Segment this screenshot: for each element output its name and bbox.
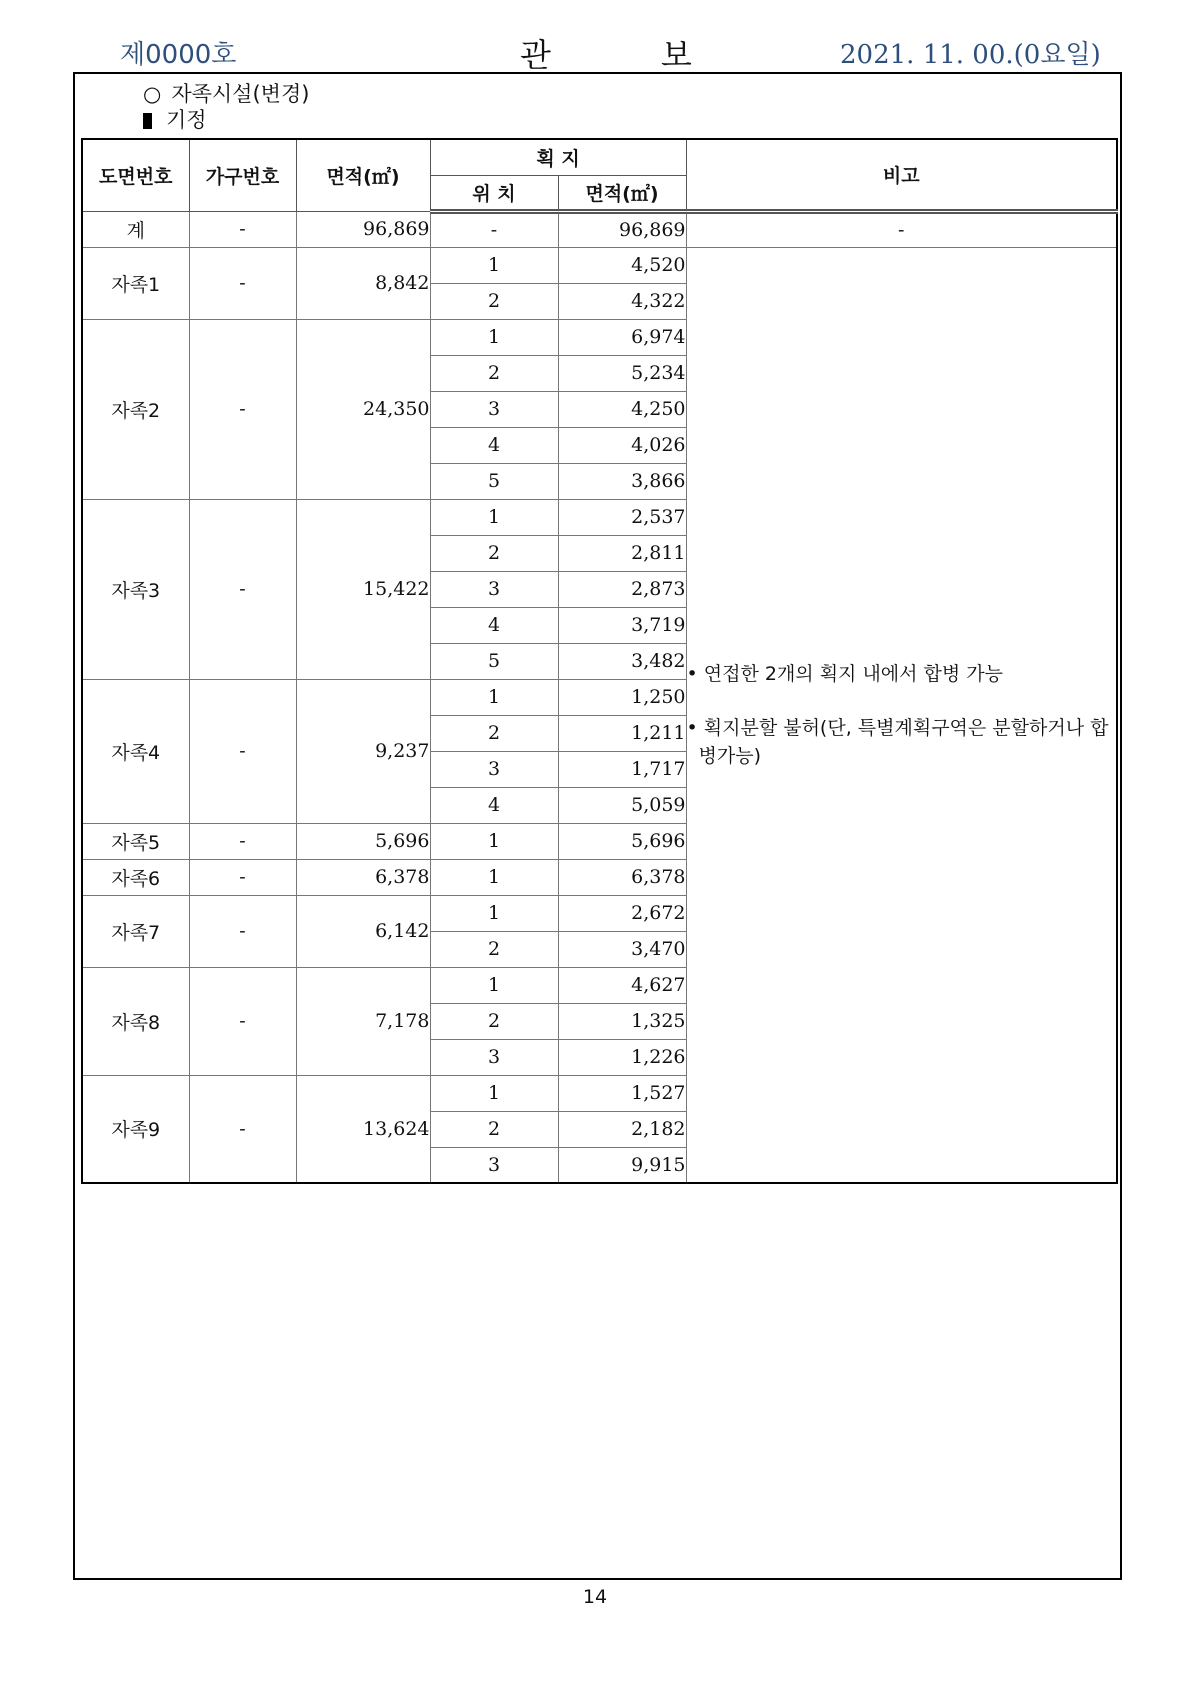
parcel-position-cell: 1 [430, 499, 558, 535]
parcel-area-cell: 2,537 [558, 499, 686, 535]
parcel-area-cell: 6,974 [558, 319, 686, 355]
drawing-no-cell: 자족2 [82, 319, 189, 499]
area-cell: 8,842 [296, 247, 430, 319]
parcel-position-cell: 4 [430, 787, 558, 823]
parcel-position-cell: 5 [430, 463, 558, 499]
section-heading-text: 자족시설(변경) [171, 82, 310, 106]
parcel-area-cell: 3,482 [558, 643, 686, 679]
block-no-cell: - [189, 679, 296, 823]
parcel-area-cell: 4,520 [558, 247, 686, 283]
parcel-position-cell: 1 [430, 895, 558, 931]
parcel-area-cell: 2,811 [558, 535, 686, 571]
parcel-area-cell: 4,627 [558, 967, 686, 1003]
total-position: - [430, 211, 558, 247]
drawing-no-cell: 자족7 [82, 895, 189, 967]
parcel-position-cell: 1 [430, 859, 558, 895]
block-no-cell: - [189, 823, 296, 859]
parcel-area-cell: 3,719 [558, 607, 686, 643]
drawing-no-cell: 자족3 [82, 499, 189, 679]
parcel-position-cell: 2 [430, 1111, 558, 1147]
remark-item: • 연접한 2개의 획지 내에서 합병 가능 [686, 662, 1004, 685]
block-no-cell: - [189, 319, 296, 499]
total-block: - [189, 211, 296, 247]
parcel-area-cell: 1,325 [558, 1003, 686, 1039]
area-cell: 5,696 [296, 823, 430, 859]
parcel-area-cell: 1,717 [558, 751, 686, 787]
parcel-position-cell: 1 [430, 247, 558, 283]
issue-number: 제0000호 [120, 40, 237, 70]
table-row [82, 247, 1117, 283]
parcel-position-cell: 5 [430, 643, 558, 679]
parcel-area-cell: 4,250 [558, 391, 686, 427]
parcel-area-cell: 4,322 [558, 283, 686, 319]
drawing-no-cell: 자족9 [82, 1075, 189, 1183]
parcel-position-cell: 2 [430, 283, 558, 319]
parcel-area-cell: 5,059 [558, 787, 686, 823]
block-no-cell: - [189, 967, 296, 1075]
parcel-area-cell: 3,470 [558, 931, 686, 967]
circle-bullet-icon: ○ [143, 82, 162, 106]
drawing-no-cell: 자족8 [82, 967, 189, 1075]
remarks-gap [687, 688, 1117, 714]
facility-table [81, 138, 1118, 1184]
parcel-position-cell: 3 [430, 391, 558, 427]
header-area: 면적(㎡) [296, 139, 430, 211]
section-subheading [143, 104, 207, 134]
parcel-position-cell: 3 [430, 571, 558, 607]
area-cell: 24,350 [296, 319, 430, 499]
gazette-title: 관보 [520, 36, 802, 74]
area-cell: 9,237 [296, 679, 430, 823]
block-no-cell: - [189, 247, 296, 319]
parcel-area-cell: 2,873 [558, 571, 686, 607]
issue-date: 2021. 11. 00.(0요일) [840, 40, 1101, 70]
parcel-area-cell: 5,234 [558, 355, 686, 391]
parcel-position-cell: 1 [430, 823, 558, 859]
parcel-position-cell: 1 [430, 1075, 558, 1111]
header-drawing-no: 도면번호 [82, 139, 189, 211]
parcel-area-cell: 1,250 [558, 679, 686, 715]
area-cell: 6,142 [296, 895, 430, 967]
total-area: 96,869 [296, 211, 430, 247]
header-position: 위 치 [430, 175, 558, 211]
parcel-area-cell: 1,226 [558, 1039, 686, 1075]
parcel-area-cell: 5,696 [558, 823, 686, 859]
block-no-cell: - [189, 895, 296, 967]
header-block-no: 가구번호 [189, 139, 296, 211]
parcel-position-cell: 2 [430, 931, 558, 967]
drawing-no-cell: 자족1 [82, 247, 189, 319]
page-number: 14 [582, 1586, 608, 1608]
square-bullet-icon [143, 113, 152, 129]
area-cell: 6,378 [296, 859, 430, 895]
block-no-cell: - [189, 1075, 296, 1183]
parcel-area-cell: 2,182 [558, 1111, 686, 1147]
parcel-area-cell: 6,378 [558, 859, 686, 895]
total-row [82, 211, 1117, 247]
header-remarks: 비고 [686, 139, 1117, 211]
header-parcel-area: 면적(㎡) [558, 175, 686, 211]
total-parcel-area: 96,869 [558, 211, 686, 247]
block-no-cell: - [189, 499, 296, 679]
parcel-position-cell: 4 [430, 427, 558, 463]
area-cell: 15,422 [296, 499, 430, 679]
parcel-area-cell: 3,866 [558, 463, 686, 499]
parcel-position-cell: 2 [430, 535, 558, 571]
remark-item: • 획지분할 불허(단, 특별계획구역은 분할하거나 합병가능) [686, 716, 1109, 767]
parcel-position-cell: 3 [430, 1147, 558, 1183]
block-no-cell: - [189, 859, 296, 895]
parcel-position-cell: 1 [430, 319, 558, 355]
remarks-cell [686, 247, 1117, 1183]
parcel-position-cell: 1 [430, 679, 558, 715]
parcel-area-cell: 1,527 [558, 1075, 686, 1111]
parcel-position-cell: 2 [430, 715, 558, 751]
area-cell: 7,178 [296, 967, 430, 1075]
drawing-no-cell: 자족6 [82, 859, 189, 895]
total-remarks: - [686, 211, 1117, 247]
drawing-no-cell: 자족4 [82, 679, 189, 823]
total-label: 계 [82, 211, 189, 247]
parcel-position-cell: 2 [430, 1003, 558, 1039]
parcel-position-cell: 1 [430, 967, 558, 1003]
drawing-no-cell: 자족5 [82, 823, 189, 859]
parcel-position-cell: 3 [430, 1039, 558, 1075]
parcel-area-cell: 4,026 [558, 427, 686, 463]
header-parcel: 획 지 [430, 139, 686, 175]
parcel-position-cell: 4 [430, 607, 558, 643]
parcel-area-cell: 9,915 [558, 1147, 686, 1183]
area-cell: 13,624 [296, 1075, 430, 1183]
parcel-position-cell: 3 [430, 751, 558, 787]
parcel-position-cell: 2 [430, 355, 558, 391]
section-subheading-text: 기정 [166, 108, 207, 132]
parcel-area-cell: 1,211 [558, 715, 686, 751]
parcel-area-cell: 2,672 [558, 895, 686, 931]
